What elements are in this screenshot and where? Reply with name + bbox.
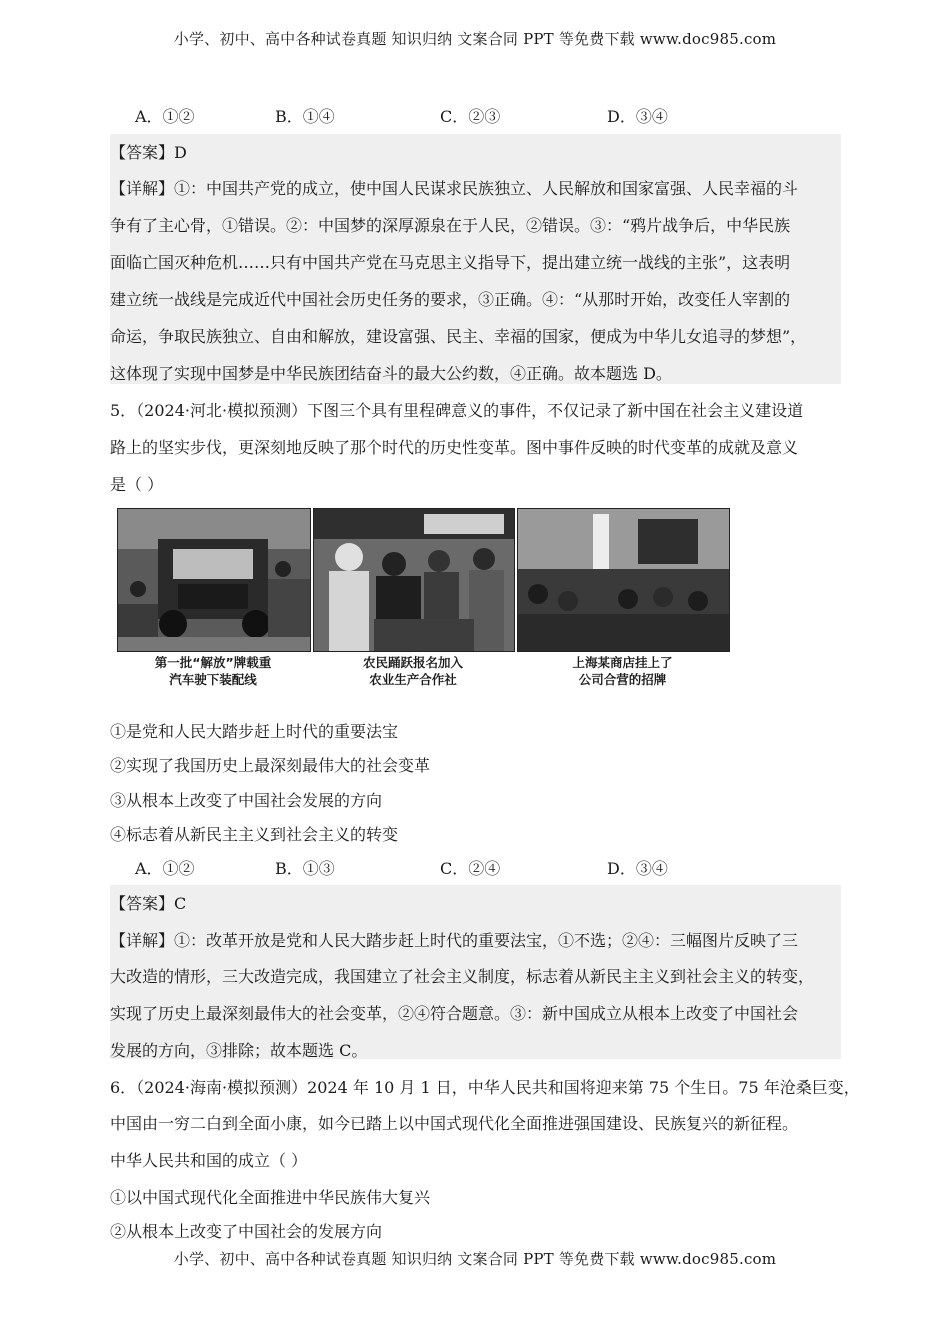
q5-option-d: D．③④ xyxy=(607,859,668,878)
q5-stem-line: 5．（2024·河北·模拟预测）下图三个具有里程碑意义的事件，不仅记录了新中国在社会主义建设道 xyxy=(110,401,804,420)
q5-statement: ③从根本上改变了中国社会发展的方向 xyxy=(110,791,383,810)
q6-stem-line: 6．（2024·海南·模拟预测）2024 年 10 月 1 日，中华人民共和国将迎来第 75 个生日。75 年沧桑巨变， xyxy=(110,1078,860,1097)
q6-statement: ①以中国式现代化全面推进中华民族伟大复兴 xyxy=(110,1188,431,1207)
q5-photo-strip xyxy=(117,508,729,688)
q5-option-c: C．②④ xyxy=(440,859,501,878)
q4-explanation-line: 争有了主心骨，①错误。②：中国梦的深厚源泉在于人民，②错误。③：“鸦片战争后，中华民族 xyxy=(110,216,791,235)
photo-caption xyxy=(313,654,513,688)
page-footer: 小学、初中、高中各种试卷真题 知识归纳 文案合同 PPT 等免费下载 www.doc985.com xyxy=(173,1250,777,1268)
q5-statement: ②实现了我国历史上最深刻最伟大的社会变革 xyxy=(110,756,431,775)
q5-answer: 【答案】C xyxy=(110,894,187,913)
q4-explanation-line: 面临亡国灭种危机……只有中国共产党在马克思主义指导下，提出建立统一战线的主张”，这表明 xyxy=(110,253,791,272)
q5-stem-line: 是（ ） xyxy=(110,475,164,494)
photo-caption xyxy=(117,654,309,688)
q4-answer: 【答案】D xyxy=(110,143,187,162)
q5-statement: ①是党和人民大踏步赶上时代的重要法宝 xyxy=(110,722,399,741)
shop-sign-photo xyxy=(517,508,730,652)
q4-explanation-line: 命运，争取民族独立、自由和解放，建设富强、民主、幸福的国家，便成为中华儿女追寻的梦想”， xyxy=(110,327,807,346)
q4-option-a: A．①② xyxy=(135,107,195,126)
q4-option-c: C．②③ xyxy=(440,107,501,126)
caption-line: 汽车驶下装配线 xyxy=(169,672,257,687)
q5-explanation-line: 实现了历史上最深刻最伟大的社会变革，②④符合题意。③：新中国成立从根本上改变了中国社会 xyxy=(110,1004,799,1023)
cooperative-signup-photo xyxy=(313,508,515,652)
caption-line: 农业生产合作社 xyxy=(369,672,457,687)
q6-stem-line: 中国由一穷二白到全面小康，如今已踏上以中国式现代化全面推进强国建设、民族复兴的新征程。 xyxy=(110,1114,799,1133)
q6-stem-line: 中华人民共和国的成立（ ） xyxy=(110,1151,308,1170)
photo-caption xyxy=(517,654,728,688)
caption-line: 第一批“解放”牌载重 xyxy=(154,655,272,670)
q4-explanation-line: 【详解】①：中国共产党的成立，使中国人民谋求民族独立、人民解放和国家富强、人民幸福的斗 xyxy=(110,179,799,198)
q4-explanation-line: 这体现了实现中国梦是中华民族团结奋斗的最大公约数，④正确。故本题选 D。 xyxy=(110,364,672,383)
caption-line: 农民踊跃报名加入 xyxy=(362,655,463,670)
q5-option-b: B．①③ xyxy=(275,859,335,878)
q4-option-b: B．①④ xyxy=(275,107,335,126)
q5-explanation-line: 发展的方向，③排除；故本题选 C。 xyxy=(110,1041,368,1060)
q5-statement: ④标志着从新民主主义到社会主义的转变 xyxy=(110,825,399,844)
q4-explanation-line: 建立统一战线是完成近代中国社会历史任务的要求，③正确。④：“从那时开始，改变任人宰割的 xyxy=(110,290,791,309)
q5-stem-line: 路上的坚实步伐，更深刻地反映了那个时代的历史性变革。图中事件反映的时代变革的成就及意义 xyxy=(110,438,799,457)
q5-explanation-line: 大改造的情形，三大改造完成，我国建立了社会主义制度，标志着从新民主主义到社会主义的转变， xyxy=(110,967,815,986)
caption-line: 公司合营的招牌 xyxy=(578,672,667,687)
q4-option-d: D．③④ xyxy=(607,107,668,126)
q5-option-a: A．①② xyxy=(135,859,195,878)
truck-assembly-photo xyxy=(117,508,311,652)
q5-explanation-line: 【详解】①：改革开放是党和人民大踏步赶上时代的重要法宝，①不选；②④：三幅图片反映了三 xyxy=(110,931,799,950)
caption-line: 上海某商店挂上了 xyxy=(572,655,673,670)
q6-statement: ②从根本上改变了中国社会的发展方向 xyxy=(110,1222,383,1241)
page-header: 小学、初中、高中各种试卷真题 知识归纳 文案合同 PPT 等免费下载 www.doc985.com xyxy=(173,30,777,48)
